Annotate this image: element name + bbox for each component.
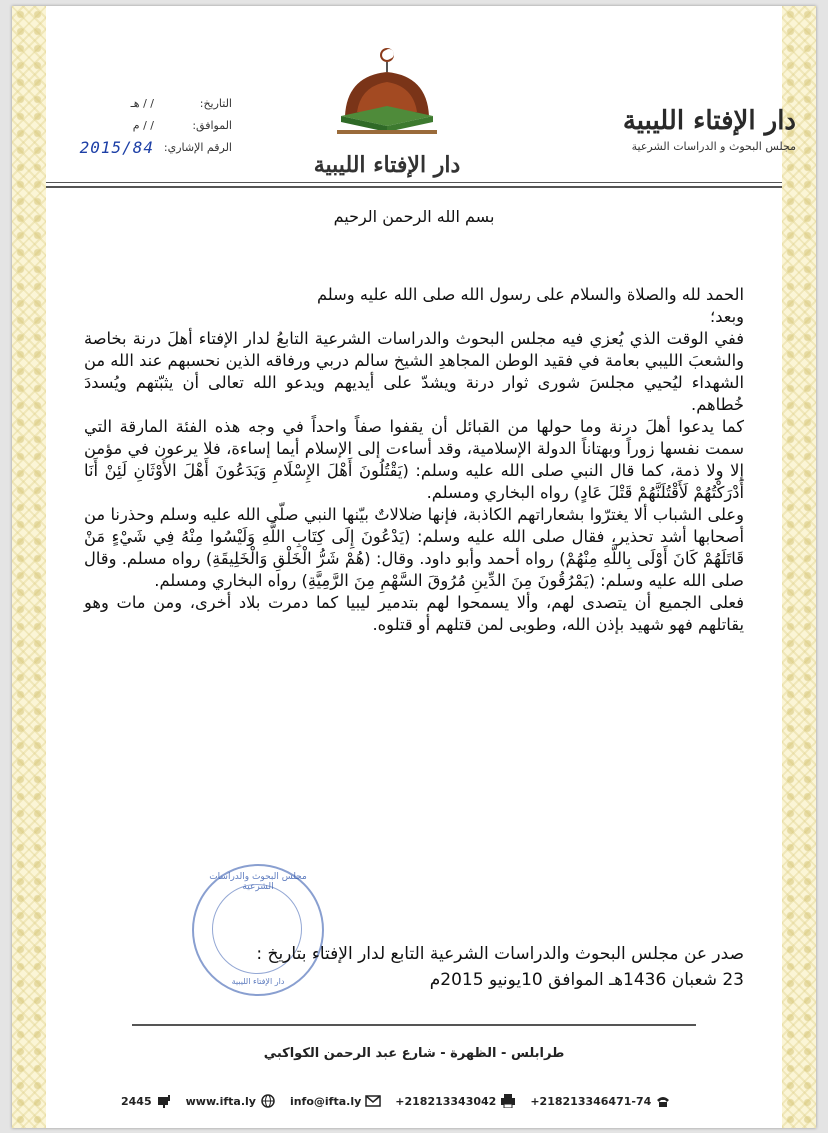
contact-po-box: [121, 1094, 172, 1108]
stamp-top-text: مجلس البحوث والدراسات الشرعية: [209, 872, 307, 892]
meta-corresponding-row: [42, 114, 232, 136]
header-brand: [623, 106, 796, 153]
brand-title: دار الإفتاء الليبية: [622, 106, 796, 136]
reference-label: الرقم الإشاري:: [163, 140, 232, 154]
website-text: www.ifta.ly: [185, 1094, 256, 1108]
po-box-text: 2445: [121, 1094, 152, 1108]
corresponding-value: / / م: [132, 118, 154, 132]
meta-date-row: [42, 92, 232, 114]
body-paragraph: ففي الوقت الذي يُعزي فيه مجلس البحوث والدراسات الشرعية التابعُ لدار الإفتاء أهلَ درنة بخاصة والشعبَ الليبي بعامة في فقيد الوطن المجاهدِ الشيخ سالم دربي ورفاقه الذين نحسبهم عند الله من الشهداء ليُحيي مجلسَ شورى ثوار درنة ويشدّ على أيديهم ويدعو الله تعالى أن يثبّتهم ويُسددَ خُطاهم.: [84, 329, 744, 414]
contact-website[interactable]: [186, 1094, 276, 1108]
dome-logo: [312, 46, 462, 178]
ornamental-border-left: [12, 6, 46, 1128]
document-meta: [42, 92, 232, 158]
corresponding-label: الموافق:: [192, 118, 232, 132]
footer-address: طرابلس - الظهرة - شارع عبد الرحمن الكواكبي: [263, 1046, 565, 1061]
basmala: بسم الله الرحمن الرحيم: [333, 207, 495, 226]
body-paragraph: فعلى الجميع أن يتصدى لهم، وألا يسمحوا لهم بتدمير ليبيا كما دمرت بلاد أخرى، ومن مات وهو يقاتلهم فهو شهيد بإذن الله، وطوبى لمن قتلهم أو قتلوه.: [84, 593, 744, 634]
brand-subtitle: مجلس البحوث و الدراسات الشرعية: [631, 140, 796, 153]
footer-divider: [132, 1024, 696, 1026]
contact-email[interactable]: [290, 1094, 381, 1108]
body-paragraph: الحمد لله والصلاة والسلام على رسول الله صلى الله عليه وسلم: [316, 285, 744, 304]
globe-icon: [260, 1094, 276, 1108]
email-text: info@ifta.ly: [289, 1094, 362, 1108]
body-paragraph: وبعد؛: [710, 307, 744, 326]
issued-line-2: 23 شعبان 1436هـ الموافق 10يونيو 2015م: [429, 970, 744, 990]
stamp-bottom-text: دار الإفتاء الليبية: [231, 977, 285, 986]
ornamental-border-right: [782, 6, 816, 1128]
issued-line-1: صدر عن مجلس البحوث والدراسات الشرعية التابع لدار الإفتاء بتاريخ :: [256, 944, 744, 964]
header-divider-thick: [46, 186, 782, 188]
footer-contacts: [107, 1094, 671, 1108]
contact-phone[interactable]: [530, 1094, 671, 1108]
fax-icon: [500, 1094, 516, 1108]
mailbox-icon: [156, 1094, 172, 1108]
envelope-icon: [365, 1094, 381, 1108]
body-paragraph: وعلى الشباب ألا يغترّوا بشعاراتهم الكاذبة، فإنها ضلالاتٌ بيّنها النبي صلّى الله عليه وسلم وحذرنا من أصحابها أشد تحذير، فقال صلى الله عليه وسلم: (يَدْعُونَ إِلَى كِتَابِ اللَّهِ وَلَيْسُوا مِنْهُ فِي شَيْءٍ مَنْ قَاتَلَهُمْ كَانَ أَوْلَى بِاللَّهِ مِنْهُمْ) رواه أحمد وأبو داود. وقال: (هُمْ شَرُّ الْخَلْقِ وَالْخَلِيقَةِ) رواه مسلم. وقال صلى الله عليه وسلم: (يَمْرُقُونَ مِنَ الدِّينِ مُرُوقَ السَّهْمِ مِنَ الرَّمِيَّةِ) رواه البخاري ومسلم.: [84, 505, 744, 590]
date-value: / / هـ: [130, 96, 154, 110]
fax-text: +218213343042: [395, 1094, 497, 1108]
body-paragraph: كما يدعوا أهلَ درنة وما حولها من القبائل أن يقفوا صفاً واحداً في وجه هذه الفئة المارقة التي سمت نفسها زوراً وبهتاناً الدولة الإسلامية، وقد أساءت إلى الإسلام أيما إساءة، فلا يرعون في مؤمن إلا ولا ذمة، كما قال النبي صلى الله عليه وسلم: (يَقْتُلُونَ أَهْلَ الإِسْلَامِ وَيَدَعُونَ أَهْلَ الأَوْثَانِ لَئِنْ أَنَا أَدْرَكْتُهُمْ لَأَقْتُلَنَّهُمْ قَتْلَ عَادٍ) رواه البخاري ومسلم.: [84, 417, 744, 502]
phone-text: +218213346471-74: [530, 1094, 652, 1108]
logo-text: دار الإفتاء الليبية: [313, 152, 461, 178]
header-divider: [46, 182, 782, 183]
issuance-block: [84, 941, 744, 993]
letter-body: [84, 284, 744, 636]
meta-reference-row: [42, 136, 232, 158]
phone-icon: [655, 1094, 671, 1108]
dome-book-icon: [327, 46, 447, 146]
reference-value: 2015/84: [79, 137, 154, 157]
date-label: التاريخ:: [199, 96, 232, 110]
letter-page: [12, 6, 816, 1128]
contact-fax[interactable]: [395, 1094, 516, 1108]
